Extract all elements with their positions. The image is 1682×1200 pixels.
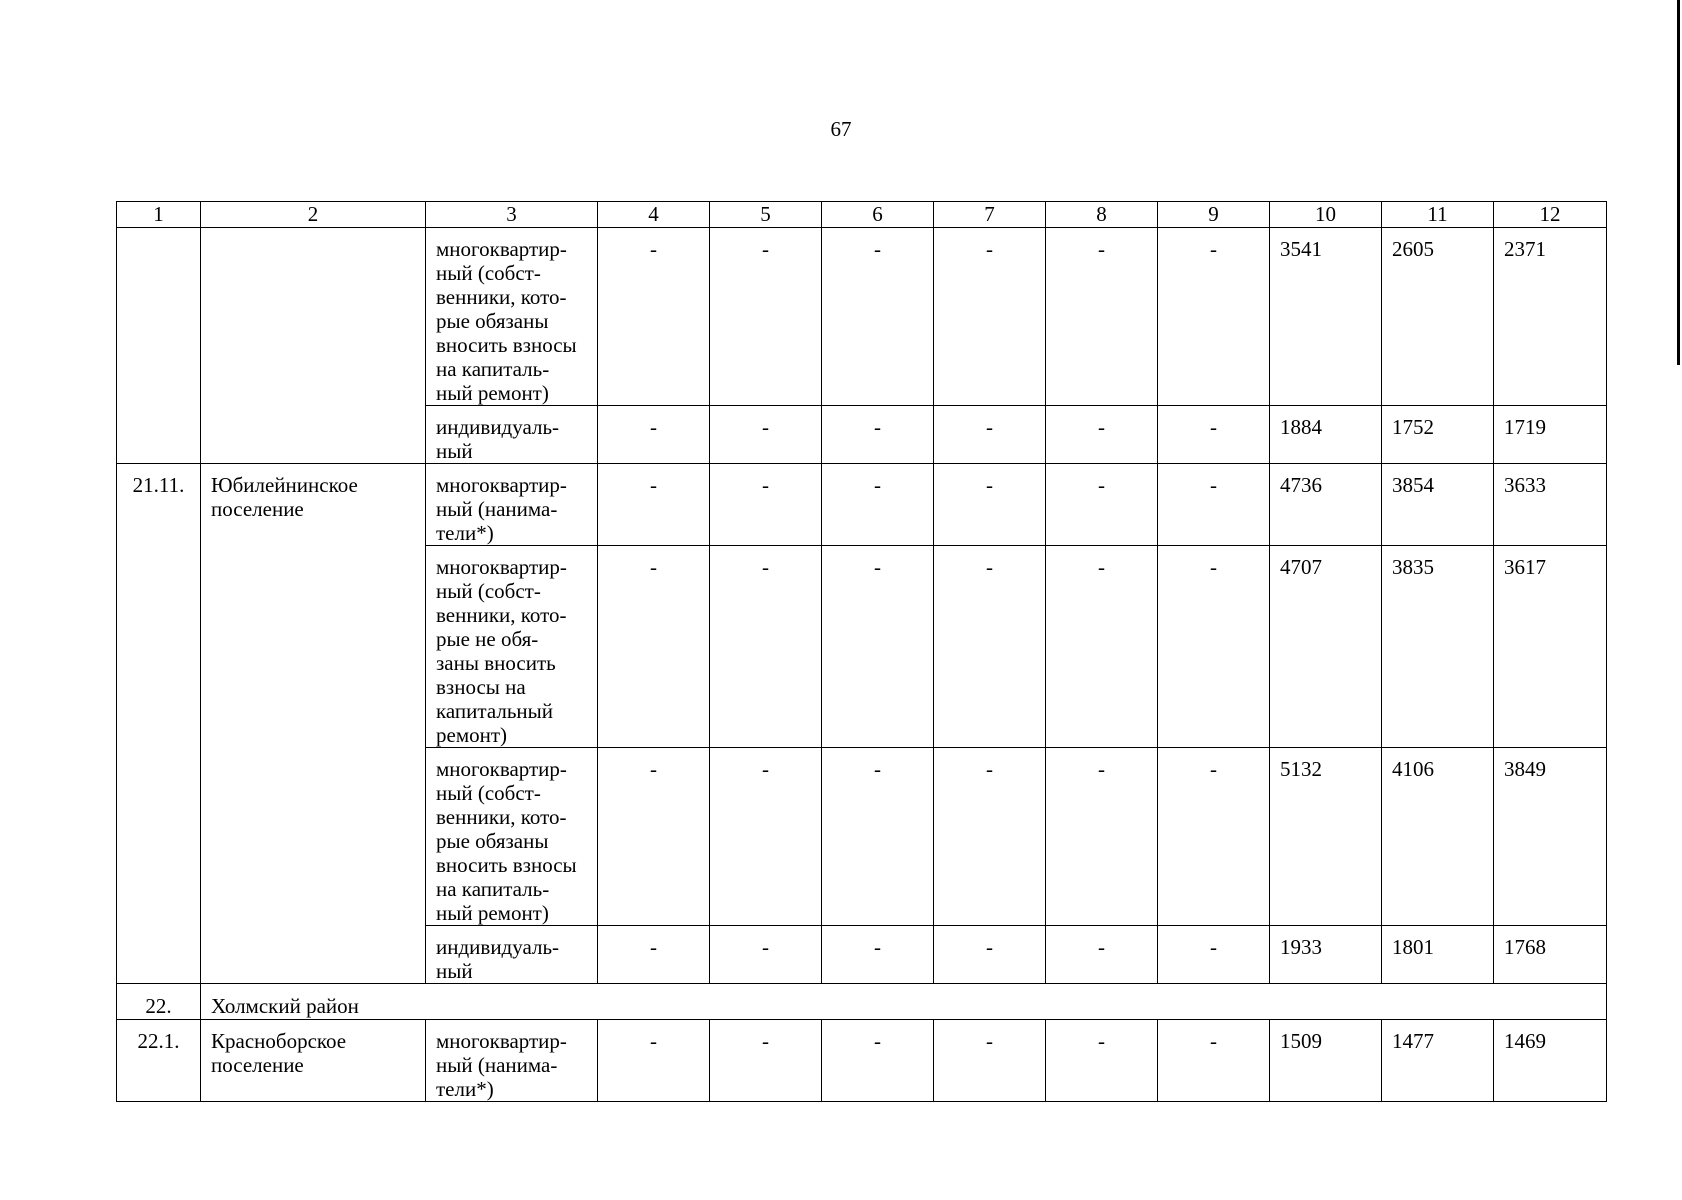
page-number: 67 [830,117,852,141]
column-number-5: 5 [710,202,822,228]
empty-value-col-7: - [934,1020,1046,1102]
column-number-1: 1 [117,202,201,228]
empty-value-col-8: - [1046,464,1158,546]
tariff-table [116,201,1607,1102]
housing-type: многоквартир- ный (нанима- тели*) [426,1020,598,1102]
district-index: 22. [117,984,201,1020]
column-number-10: 10 [1270,202,1382,228]
empty-value-col-5: - [710,406,822,464]
empty-value-col-8: - [1046,406,1158,464]
empty-value-col-9: - [1158,1020,1270,1102]
empty-value-col-5: - [710,546,822,748]
empty-value-col-9: - [1158,748,1270,926]
column-number-11: 11 [1382,202,1494,228]
housing-type: многоквартир- ный (собст- венники, кото- рые обязаны вносить взносы на капиталь- ный ремонт) [426,228,598,406]
empty-value-col-8: - [1046,228,1158,406]
value-col-11: 2605 [1382,228,1494,406]
column-number-9: 9 [1158,202,1270,228]
empty-value-col-9: - [1158,546,1270,748]
housing-type: многоквартир- ный (собст- венники, кото- рые не обя- заны вносить взносы на капитальный ремонт) [426,546,598,748]
housing-type: индивидуаль- ный [426,926,598,984]
value-col-11: 3835 [1382,546,1494,748]
housing-type: многоквартир- ный (собст- венники, кото- рые обязаны вносить взносы на капиталь- ный ремонт) [426,748,598,926]
empty-value-col-7: - [934,546,1046,748]
empty-value-col-7: - [934,406,1046,464]
row-index [117,228,201,464]
empty-value-col-5: - [710,228,822,406]
column-number-12: 12 [1494,202,1607,228]
empty-value-col-6: - [822,464,934,546]
value-col-11: 1801 [1382,926,1494,984]
empty-value-col-7: - [934,228,1046,406]
empty-value-col-8: - [1046,748,1158,926]
empty-value-col-8: - [1046,926,1158,984]
empty-value-col-6: - [822,546,934,748]
value-col-11: 1477 [1382,1020,1494,1102]
empty-value-col-6: - [822,406,934,464]
settlement-name [201,228,426,464]
empty-value-col-4: - [598,406,710,464]
housing-type: многоквартир- ный (нанима- тели*) [426,464,598,546]
empty-value-col-4: - [598,546,710,748]
empty-value-col-8: - [1046,546,1158,748]
empty-value-col-6: - [822,926,934,984]
district-name: Холмский район [201,984,1607,1020]
empty-value-col-9: - [1158,228,1270,406]
empty-value-col-4: - [598,926,710,984]
value-col-10: 3541 [1270,228,1382,406]
settlement-name: Юбилейнинское поселение [201,464,426,984]
empty-value-col-9: - [1158,926,1270,984]
value-col-12: 2371 [1494,228,1607,406]
housing-type: индивидуаль- ный [426,406,598,464]
empty-value-col-7: - [934,464,1046,546]
empty-value-col-6: - [822,748,934,926]
value-col-10: 4707 [1270,546,1382,748]
empty-value-col-5: - [710,1020,822,1102]
district-row [117,984,1607,1020]
value-col-12: 3633 [1494,464,1607,546]
column-number-7: 7 [934,202,1046,228]
empty-value-col-5: - [710,748,822,926]
value-col-12: 3849 [1494,748,1607,926]
table-body [117,202,1607,1102]
empty-value-col-6: - [822,228,934,406]
column-number-3: 3 [426,202,598,228]
empty-value-col-8: - [1046,1020,1158,1102]
empty-value-col-4: - [598,748,710,926]
column-number-8: 8 [1046,202,1158,228]
value-col-11: 3854 [1382,464,1494,546]
empty-value-col-6: - [822,1020,934,1102]
empty-value-col-9: - [1158,464,1270,546]
scan-edge-line [1677,0,1680,365]
value-col-10: 1933 [1270,926,1382,984]
column-number-4: 4 [598,202,710,228]
settlement-name: Красноборское поселение [201,1020,426,1102]
value-col-11: 4106 [1382,748,1494,926]
table-header-row [117,202,1607,228]
value-col-10: 1509 [1270,1020,1382,1102]
value-col-12: 1768 [1494,926,1607,984]
value-col-12: 1469 [1494,1020,1607,1102]
row-index: 21.11. [117,464,201,984]
table-row [117,1020,1607,1102]
empty-value-col-4: - [598,1020,710,1102]
value-col-12: 3617 [1494,546,1607,748]
empty-value-col-7: - [934,926,1046,984]
value-col-10: 5132 [1270,748,1382,926]
value-col-11: 1752 [1382,406,1494,464]
column-number-2: 2 [201,202,426,228]
row-index: 22.1. [117,1020,201,1102]
empty-value-col-4: - [598,228,710,406]
empty-value-col-5: - [710,464,822,546]
empty-value-col-5: - [710,926,822,984]
column-number-6: 6 [822,202,934,228]
value-col-10: 4736 [1270,464,1382,546]
table-row [117,464,1607,546]
empty-value-col-4: - [598,464,710,546]
value-col-12: 1719 [1494,406,1607,464]
value-col-10: 1884 [1270,406,1382,464]
table-row [117,228,1607,406]
empty-value-col-7: - [934,748,1046,926]
empty-value-col-9: - [1158,406,1270,464]
